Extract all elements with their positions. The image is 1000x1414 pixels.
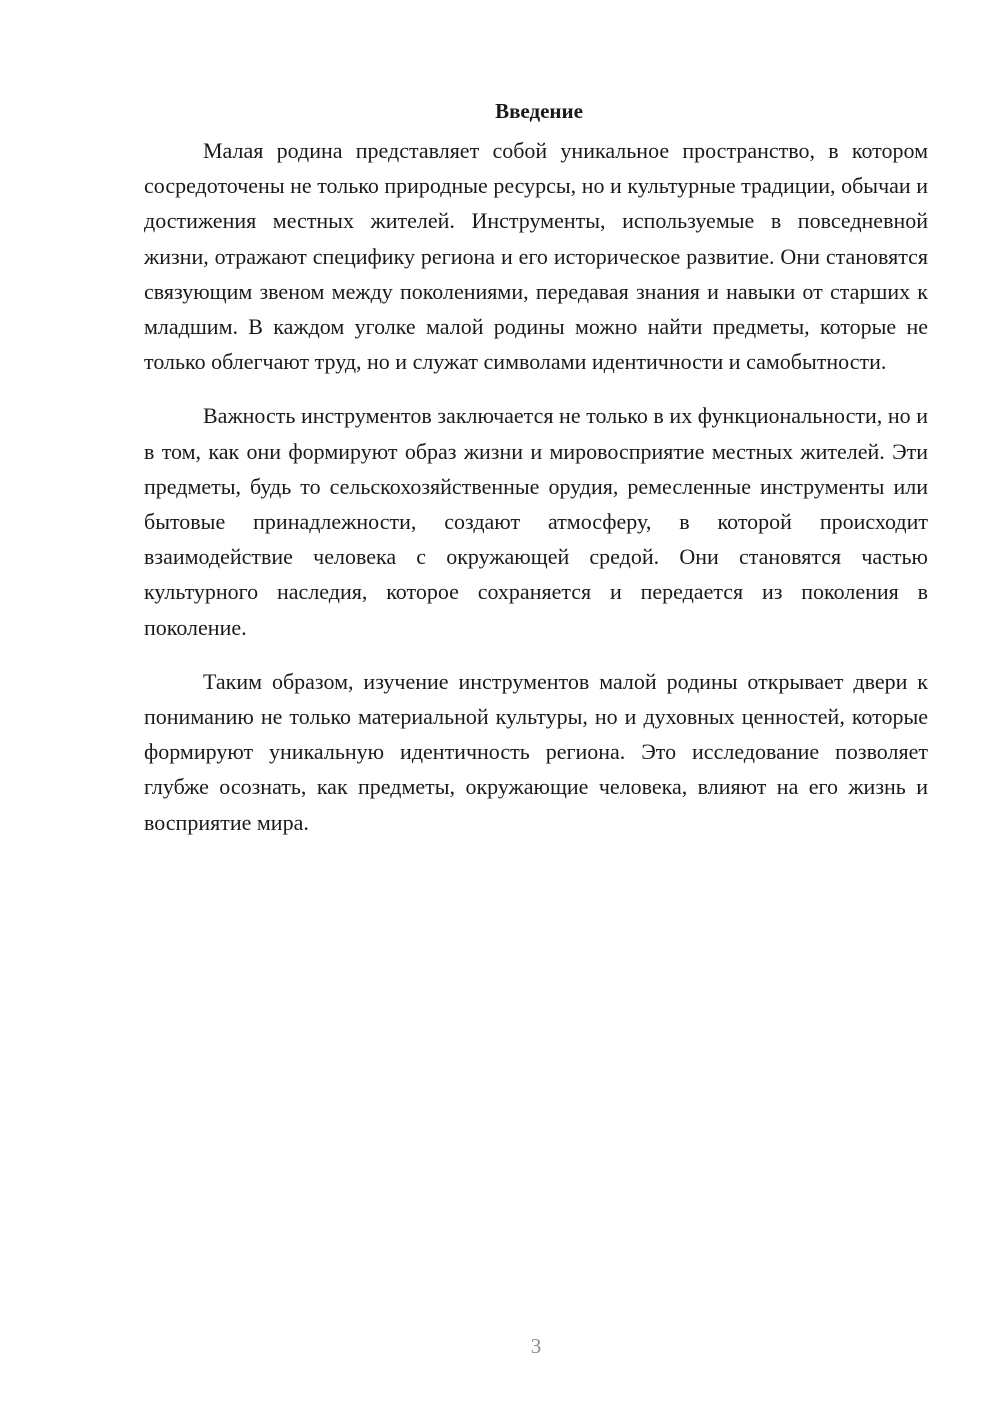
page-number: 3: [530, 1334, 542, 1358]
paragraph-2: Важность инструментов заключается не только в их функциональности, но и в том, как они формируют образ жизни и мировосприятие местных жителей. Эти предметы, будь то сельскохозяйственные орудия, ремесленные инструменты или бытовые принадлежности, создают атмосферу, в которой происходит взаимодействие человека с окружающей средой. Они становятся частью культурного наследия, которое сохраняется и передается из поколения в поколение.: [144, 403, 928, 640]
section-title: Введение: [495, 99, 583, 123]
paragraph-1: Малая родина представляет собой уникальное пространство, в котором сосредоточены не только природные ресурсы, но и культурные традиции, обычаи и достижения местных жителей. Инструменты, используемые в повседневной жизни, отражают специфику региона и его историческое развитие. Они становятся связующим звеном между поколениями, передавая знания и навыки от старших к младшим. В каждом уголке малой родины можно найти предметы, которые не только облегчают труд, но и служат символами идентичности и самобытности.: [144, 138, 928, 375]
paragraph-3: Таким образом, изучение инструментов малой родины открывает двери к пониманию не только материальной культуры, но и духовных ценностей, которые формируют уникальную идентичность региона. Это исследование позволяет глубже осознать, как предметы, окружающие человека, влияют на его жизнь и восприятие мира.: [144, 668, 928, 835]
page-content: [144, 94, 928, 840]
